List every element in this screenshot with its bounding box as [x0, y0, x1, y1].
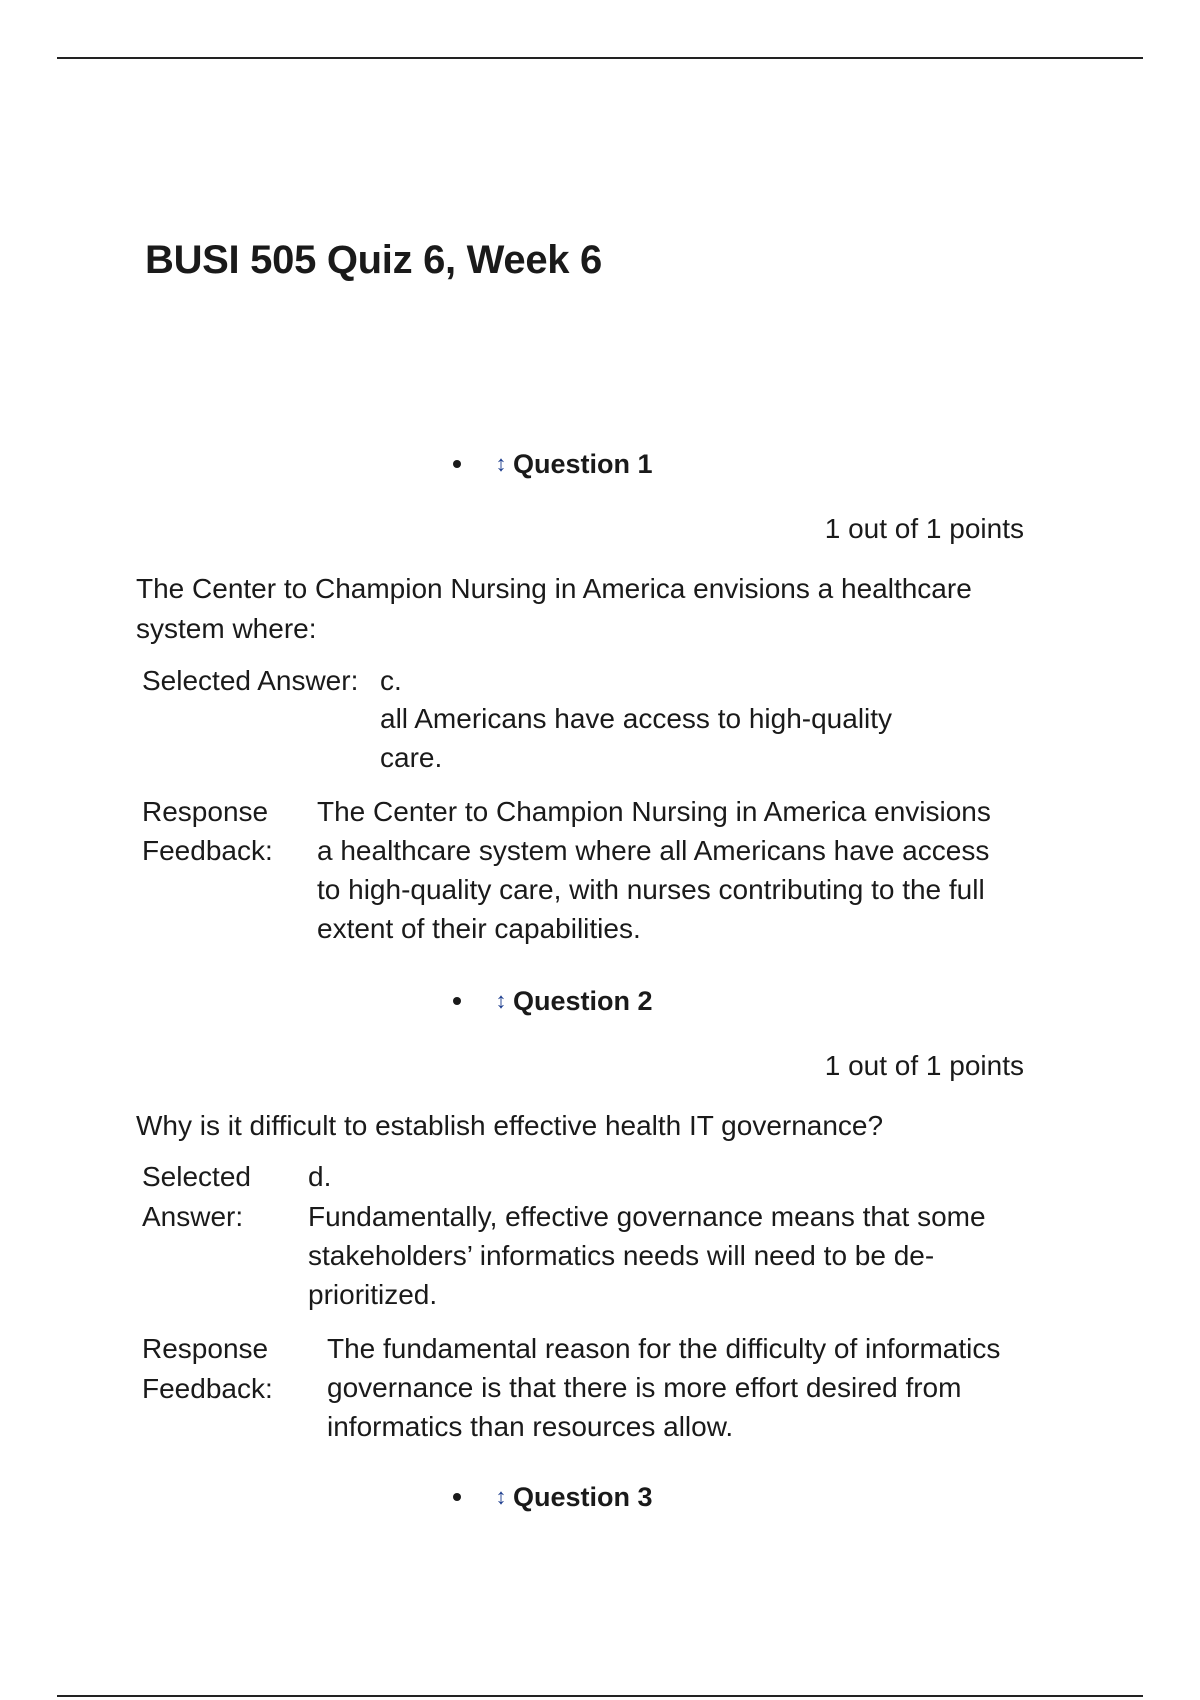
question-2-title: Question 2: [513, 986, 653, 1016]
question-2-selected-letter: d.: [308, 1161, 332, 1192]
question-1-feedback-text: The Center to Champion Nursing in America envisions a healthcare system where all Americans have access to high-quality care, with nurses contributing to the full extent of their capabilities.: [317, 796, 991, 944]
question-1-title: Question 1: [513, 449, 653, 479]
question-2-feedback-label-line1: Response: [142, 1333, 269, 1364]
sort-arrows-icon[interactable]: ↕: [495, 451, 507, 476]
document-title: BUSI 505 Quiz 6, Week 6: [145, 238, 603, 282]
question-2-feedback-label-line2: Feedback:: [142, 1373, 273, 1404]
question-1-feedback-label-line1: Response: [142, 796, 269, 827]
question-1-selected-answer-label: Selected Answer:: [142, 665, 359, 696]
question-1-selected-text: all Americans have access to high-quality care.: [380, 703, 893, 773]
question-1-heading[interactable]: [453, 448, 653, 480]
bullet-dot-icon: [453, 1493, 461, 1501]
sort-arrows-icon[interactable]: ↕: [495, 988, 507, 1013]
question-1-points: 1 out of 1 points: [824, 513, 1024, 544]
top-rule: [57, 57, 1143, 59]
question-2-feedback-text: The fundamental reason for the difficulty of informatics governance is that there is more effort desired from informatics than resources allow.: [327, 1333, 1001, 1442]
question-1-text: The Center to Champion Nursing in America envisions a healthcare system where:: [136, 573, 972, 644]
sort-arrows-icon[interactable]: ↕: [495, 1484, 507, 1509]
question-2-selected-text: Fundamentally, effective governance means that some stakeholders’ informatics needs will need to be de-prioritized.: [308, 1201, 986, 1310]
bullet-dot-icon: [453, 997, 461, 1005]
question-2-text: Why is it difficult to establish effective health IT governance?: [136, 1110, 884, 1141]
question-3-heading[interactable]: [453, 1481, 653, 1513]
bullet-dot-icon: [453, 460, 461, 468]
bottom-rule: [57, 1695, 1143, 1697]
question-2-selected-label-line1: Selected: [142, 1161, 251, 1192]
question-2-selected-label-line2: Answer:: [142, 1201, 244, 1232]
question-3-title: Question 3: [513, 1482, 653, 1512]
question-2-points: 1 out of 1 points: [824, 1050, 1024, 1081]
question-2-heading[interactable]: [453, 985, 653, 1017]
question-1-selected-letter: c.: [380, 665, 402, 696]
question-1-feedback-label-line2: Feedback:: [142, 835, 273, 866]
